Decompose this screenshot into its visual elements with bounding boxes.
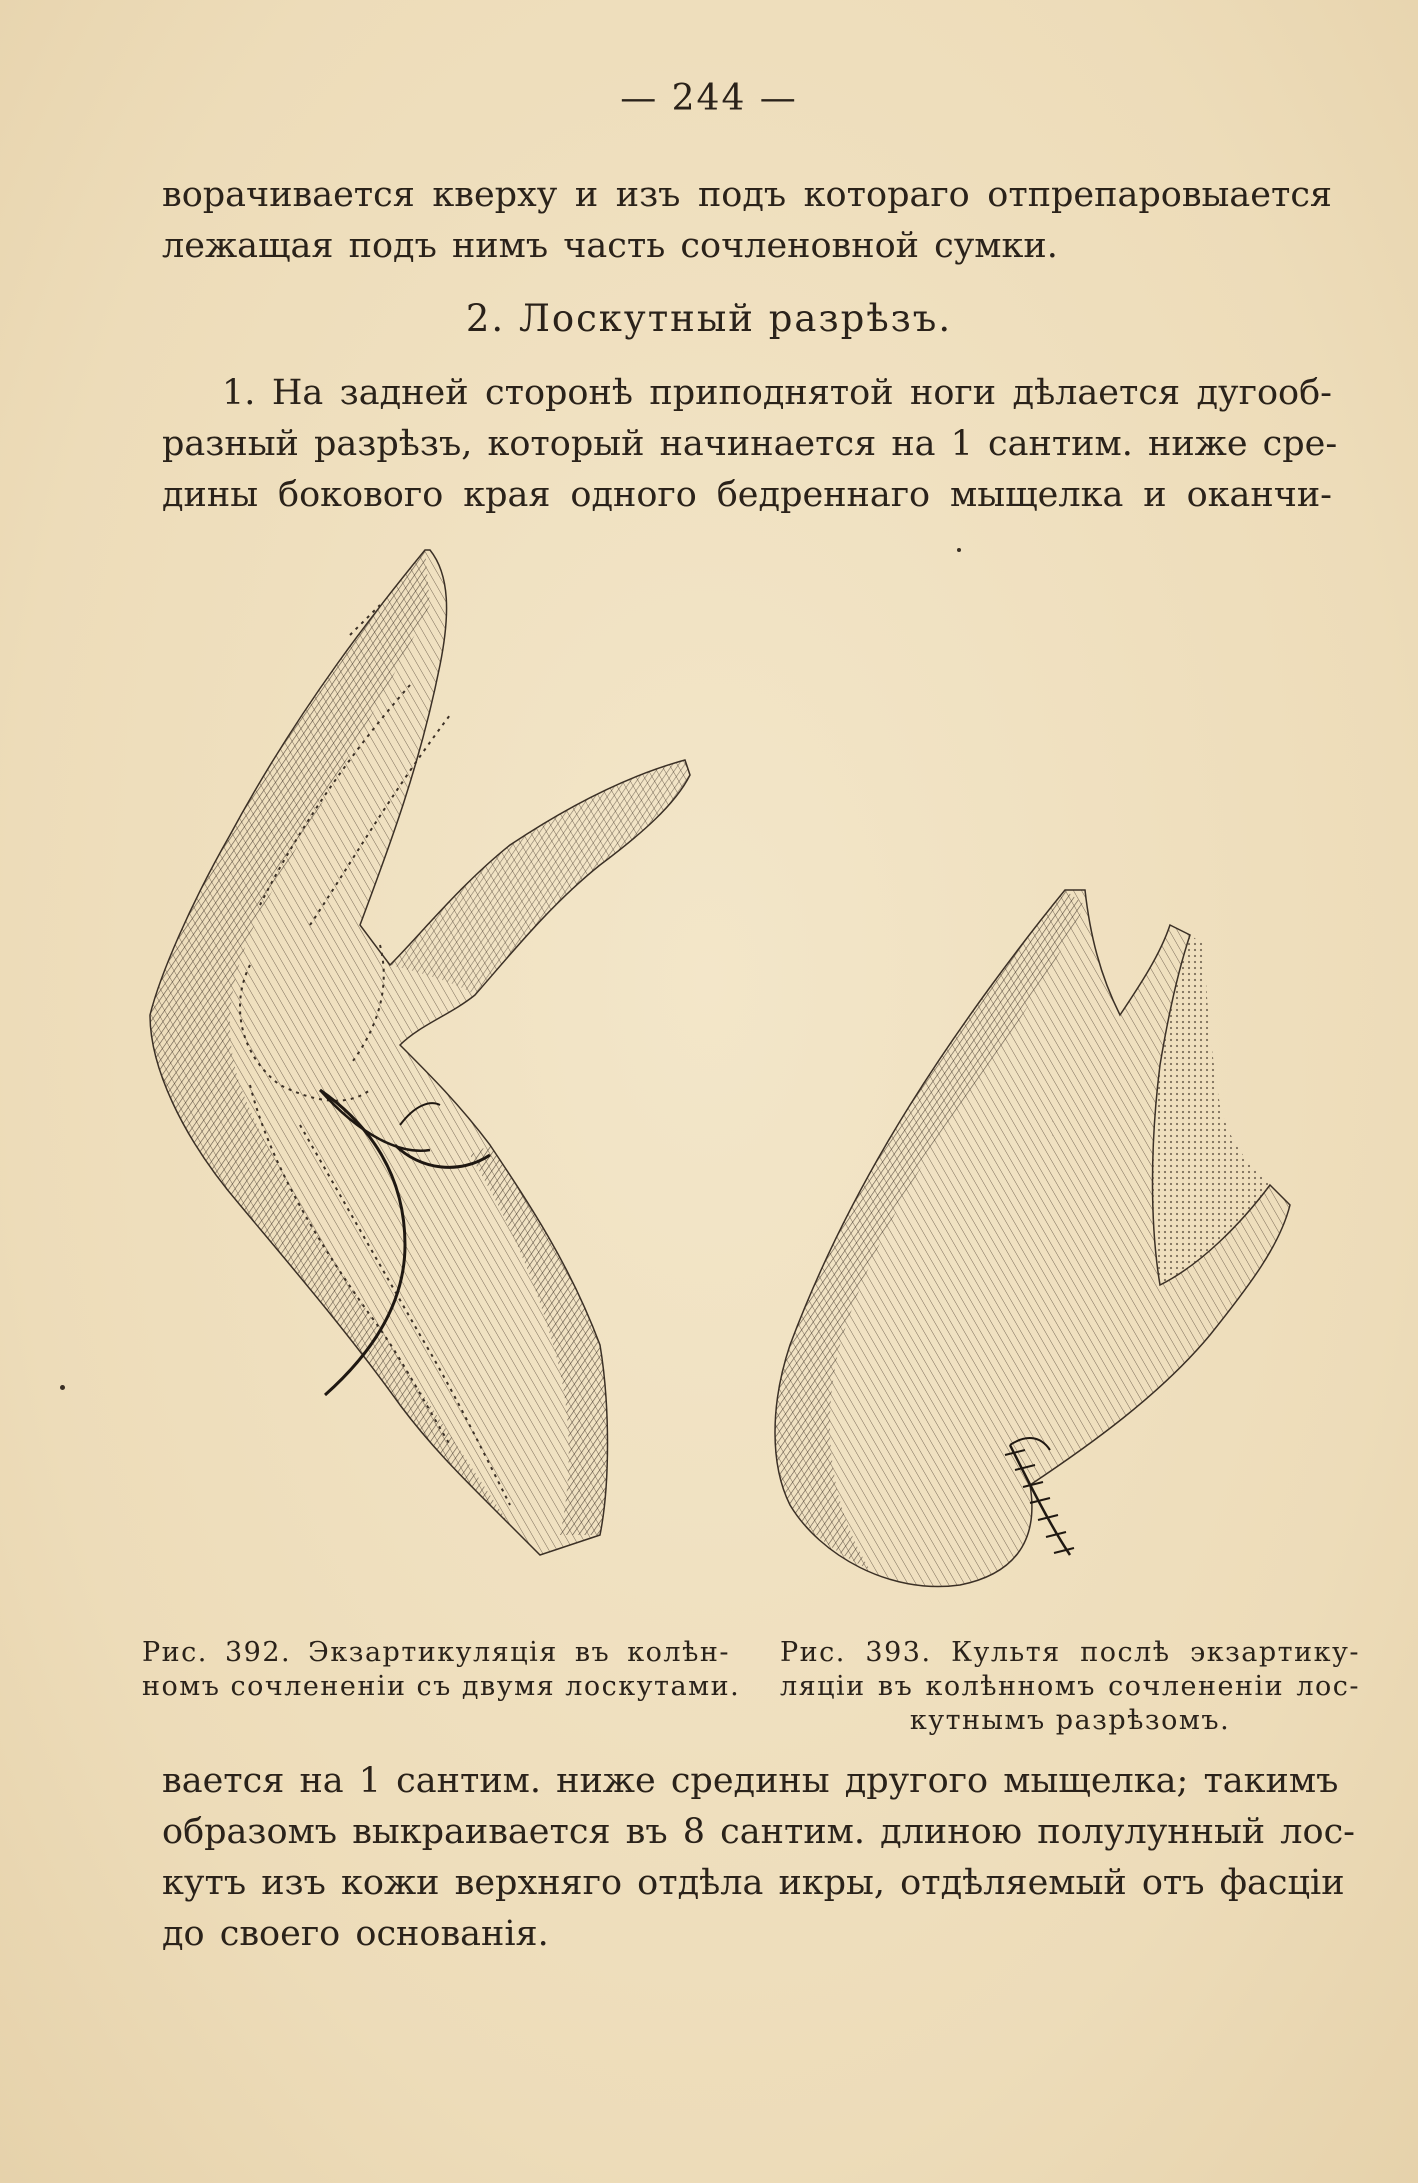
caption-line: Рис. 393. Культя послѣ экзартику- [780, 1637, 1360, 1668]
section-title: 2. Лоскутный разрѣзъ. [465, 297, 953, 340]
paper-speck [60, 1385, 65, 1390]
paragraph-3 [162, 1756, 1355, 1960]
figures-area [130, 545, 1360, 1615]
figure-393-drawing [775, 890, 1290, 1587]
figure-392-caption [142, 1636, 741, 1704]
figure-393-caption [780, 1636, 1360, 1738]
caption-line: кутнымъ разрѣзомъ. [909, 1705, 1231, 1736]
paragraph-2 [162, 368, 1338, 521]
paragraph-1-line: лежащая подъ нимъ часть сочленовной сумки. [162, 226, 1058, 266]
page-number: — 244 — [620, 78, 798, 119]
paper-speck [957, 548, 961, 552]
paragraph-1 [162, 170, 1332, 272]
caption-line: ляціи въ колѣнномъ сочлененіи лос- [780, 1671, 1360, 1702]
knee-illustrations [130, 545, 1360, 1615]
paragraph-2-line: 1. На задней сторонѣ приподнятой ноги дѣлается дугооб- [222, 373, 1332, 413]
caption-line: номъ сочлененіи съ двумя лоскутами. [142, 1671, 741, 1702]
paragraph-1-line: ворачивается кверху и изъ подъ котораго отпрепаровыается [162, 175, 1332, 215]
paragraph-3-line: до своего основанія. [162, 1914, 549, 1954]
paragraph-3-line: вается на 1 сантим. ниже средины другого мыщелка; такимъ [162, 1761, 1339, 1801]
paragraph-2-line: дины бокового края одного бедреннаго мыщелка и оканчи- [162, 475, 1332, 515]
figure-392-drawing [150, 550, 690, 1555]
paragraph-3-line: образомъ выкраивается въ 8 сантим. длиною полулунный лос- [162, 1812, 1355, 1852]
caption-line: Рис. 392. Экзартикуляція въ колѣн- [142, 1637, 730, 1668]
paragraph-3-line: кутъ изъ кожи верхняго отдѣла икры, отдѣляемый отъ фасціи [162, 1863, 1345, 1903]
paragraph-2-line: разный разрѣзъ, который начинается на 1 сантим. ниже сре- [162, 424, 1338, 464]
